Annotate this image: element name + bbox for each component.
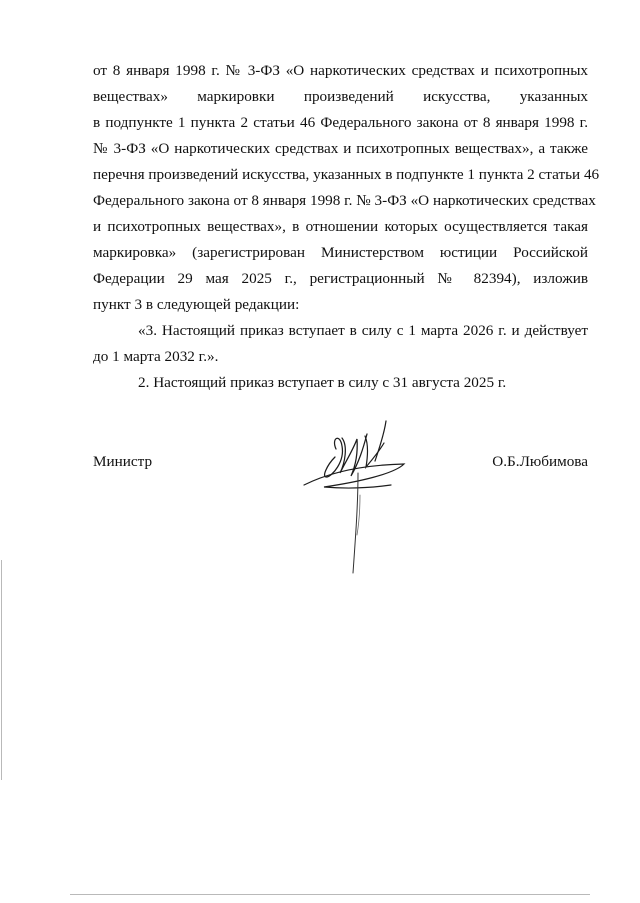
body-line: пункт 3 в следующей редакции: — [93, 296, 300, 313]
handwritten-signature — [300, 415, 415, 580]
document-body — [93, 58, 600, 396]
body-line: № 3-ФЗ «О наркотических средствах и психотропных веществах», а также — [93, 140, 588, 157]
scan-edge-line — [70, 894, 590, 895]
body-line: и психотропных веществах», в отношении которых осуществляется такая — [93, 218, 588, 235]
signatory-name: О.Б.Любимова — [492, 453, 588, 470]
scan-edge-line — [1, 560, 2, 780]
signatory-role: Министр — [93, 453, 153, 470]
body-line: в подпункте 1 пункта 2 статьи 46 Федерального закона от 8 января 1998 г. — [93, 114, 588, 131]
body-line: перечня произведений искусства, указанных в подпункте 1 пункта 2 статьи 46 — [93, 166, 600, 183]
quoted-point-line: до 1 марта 2032 г.». — [93, 348, 219, 365]
body-line: маркировка» (зарегистрирован Министерством юстиции Российской — [93, 244, 588, 261]
effective-date-line: 2. Настоящий приказ вступает в силу с 31 августа 2025 г. — [138, 374, 507, 391]
body-line: от 8 января 1998 г. № 3-ФЗ «О наркотических средствах и психотропных — [93, 62, 588, 79]
quoted-point-line: «3. Настоящий приказ вступает в силу с 1 марта 2026 г. и действует — [138, 322, 588, 339]
body-line: веществах» маркировки произведений искусства, указанных — [93, 88, 588, 105]
body-line: Федерального закона от 8 января 1998 г. № 3-ФЗ «О наркотических средствах — [93, 192, 596, 209]
body-line: Федерации 29 мая 2025 г., регистрационный № 82394), изложив — [93, 270, 588, 287]
